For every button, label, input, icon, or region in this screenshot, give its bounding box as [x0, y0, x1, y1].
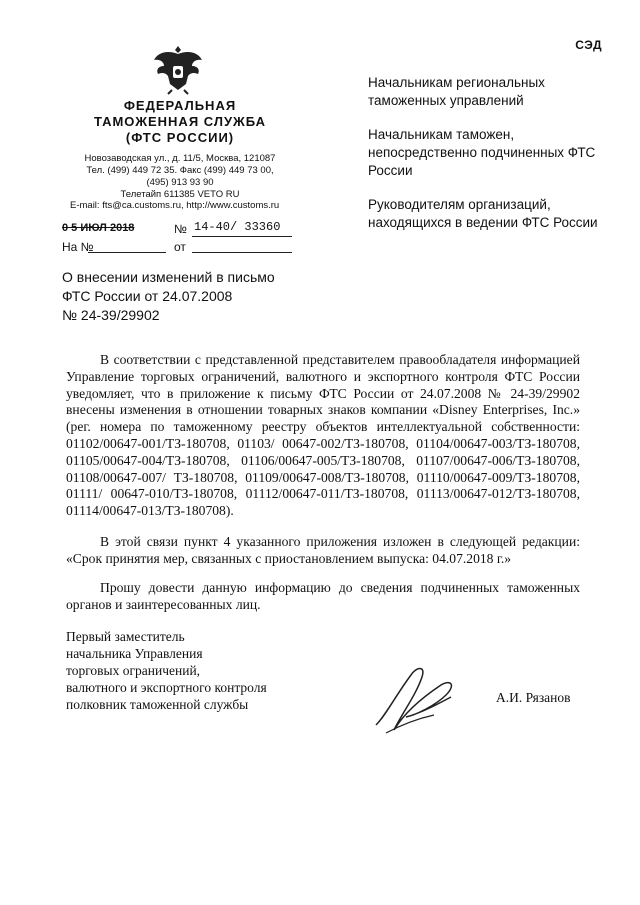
ref-label: На №	[62, 240, 94, 254]
org-phone: Тел. (499) 449 72 35. Факс (499) 449 73 00,	[86, 165, 274, 176]
handwritten-signature	[356, 655, 476, 745]
signatory-line: начальника Управления	[66, 646, 203, 661]
signatory-line: Первый заместитель	[66, 629, 185, 644]
subject-line: ФТС России от 24.07.2008	[62, 288, 233, 304]
body-paragraph-3: Прошу довести данную информацию до сведения подчиненных таможенных органов и заинтересованных лиц.	[66, 580, 580, 612]
number-label: №	[174, 222, 187, 236]
recipient-organizations: Руководителям организаций, находящихся в ведении ФТС России	[368, 197, 598, 230]
org-name-line3: (ФТС РОССИИ)	[125, 130, 235, 145]
signatory-name: А.И. Рязанов	[496, 690, 571, 705]
body-paragraph-2: В этой связи пункт 4 указанного приложения изложен в следующей редакции: «Срок принятия мер, связанных с приостановлением выпуска: 04.07.2018 г.»	[66, 534, 580, 566]
subject-line: № 24-39/29902	[62, 307, 160, 323]
subject-line: О внесении изменений в письмо	[62, 269, 275, 285]
org-teletype: Телетайп 611385 VETO RU	[120, 189, 240, 200]
recipient-regional: Начальникам региональных таможенных управлений	[368, 75, 545, 108]
from-underline	[192, 252, 292, 253]
signatory-line: валютного и экспортного контроля	[66, 680, 267, 695]
recipient-customs: Начальникам таможен, непосредственно подчиненных ФТС России	[368, 127, 596, 178]
from-label: от	[174, 240, 186, 254]
ref-underline	[88, 252, 166, 253]
body-paragraph-1: В соответствии с представленной представителем правообладателя информацией Управление торговых ограничений, валютного и экспортного контроля ФТС России уведомляет, что в приложение к письму ФТС России от 24.07.2008 № 24-39/29902 внесены изменения в отношении товарных знаков компании «Disney Enterprises, Inc.» (рег. номера по таможенному реестру объектов интеллектуальной собственности: 01102/00647-001/ТЗ-180708, 01103/ 00647-002/ТЗ-180708, 01104/00647-003/ТЗ-180708, 01105/00647-004/ТЗ-180708, 01106/00647-005/ТЗ-180708, 01107/00647-006/ТЗ-180708, 01108/00647-007/ ТЗ-180708, 01109/00647-008/ТЗ-180708, 01110/00647-009/ТЗ-180708, 01111/ 00647-010/ТЗ-180708, 01112/00647-011/ТЗ-180708, 01113/00647-012/ТЗ-180708, 01114/00647-013/ТЗ-180708).	[66, 352, 580, 519]
signatory-line: торговых ограничений,	[66, 663, 201, 678]
number-underline	[192, 236, 292, 237]
org-email: E-mail: fts@ca.customs.ru, http://www.customs.ru	[70, 200, 280, 211]
registration-number: 14-40/ 33360	[194, 220, 281, 234]
org-address: Новозаводская ул., д. 11/5, Москва, 121087	[84, 153, 276, 164]
signatory-position	[66, 628, 326, 713]
org-name-line1: ФЕДЕРАЛЬНАЯ	[123, 98, 237, 113]
registration-date: 0 5 ИЮЛ 2018	[62, 222, 135, 234]
signatory-line: полковник таможенной службы	[66, 697, 249, 712]
org-name-line2: ТАМОЖЕННАЯ СЛУЖБА	[93, 114, 267, 129]
sed-label: СЭД	[575, 38, 602, 52]
org-phone2: (495) 913 93 90	[146, 177, 214, 188]
letter-subject	[62, 268, 342, 325]
double-headed-eagle-emblem-icon	[150, 40, 206, 96]
